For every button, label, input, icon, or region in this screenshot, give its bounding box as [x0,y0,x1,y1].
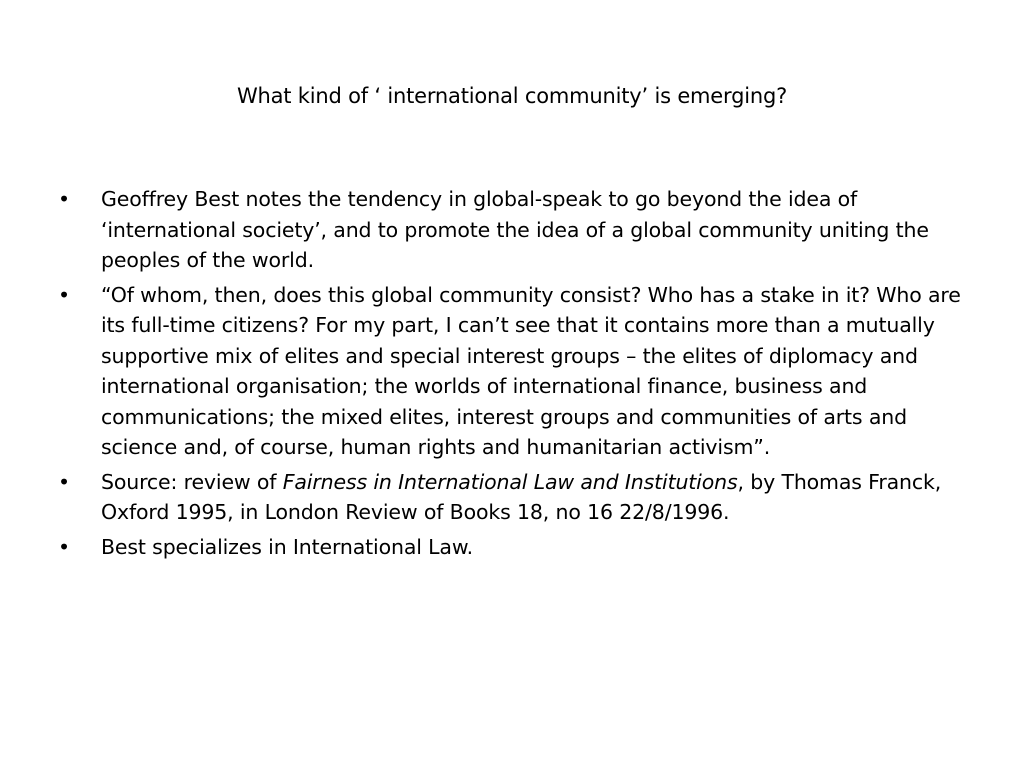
source-prefix: Source: review of [101,469,283,494]
bullet-icon: • [58,469,70,494]
bullet-text: Geoffrey Best notes the tendency in global-speak to go beyond the idea of ‘international society’, and to promote the idea of a global community uniting the peoples of the world. [101,187,929,272]
bullet-list [58,184,968,566]
bullet-icon: • [58,282,70,307]
source-suffix: , by Thomas Franck, Oxford 1995, in London Review of Books 18, no 16 22/8/1996. [101,469,942,524]
bullet-icon: • [58,534,70,559]
bullet-item-3 [58,467,968,528]
bullet-icon: • [58,187,70,211]
bullet-item-1 [58,184,968,276]
book-title: Fairness in International Law and Institutions [282,469,738,494]
slide-title: What kind of ‘ international community’ is emerging? [236,84,788,108]
bullet-text: “Of whom, then, does this global community consist? Who has a stake in it? Who are its full-time citizens? For my part, I can’t see that it contains more than a mutually supportive mix of elites and special interest groups – the elites of diplomacy and international organisation; the worlds of international finance, business and communications; the mixed elites, interest groups and communities of arts and science and, of course, human rights and humanitarian activism”. [101,282,961,459]
bullet-item-4 [58,532,968,563]
bullet-text: Best specializes in International Law. [101,534,473,559]
bullet-item-2 [58,280,968,463]
